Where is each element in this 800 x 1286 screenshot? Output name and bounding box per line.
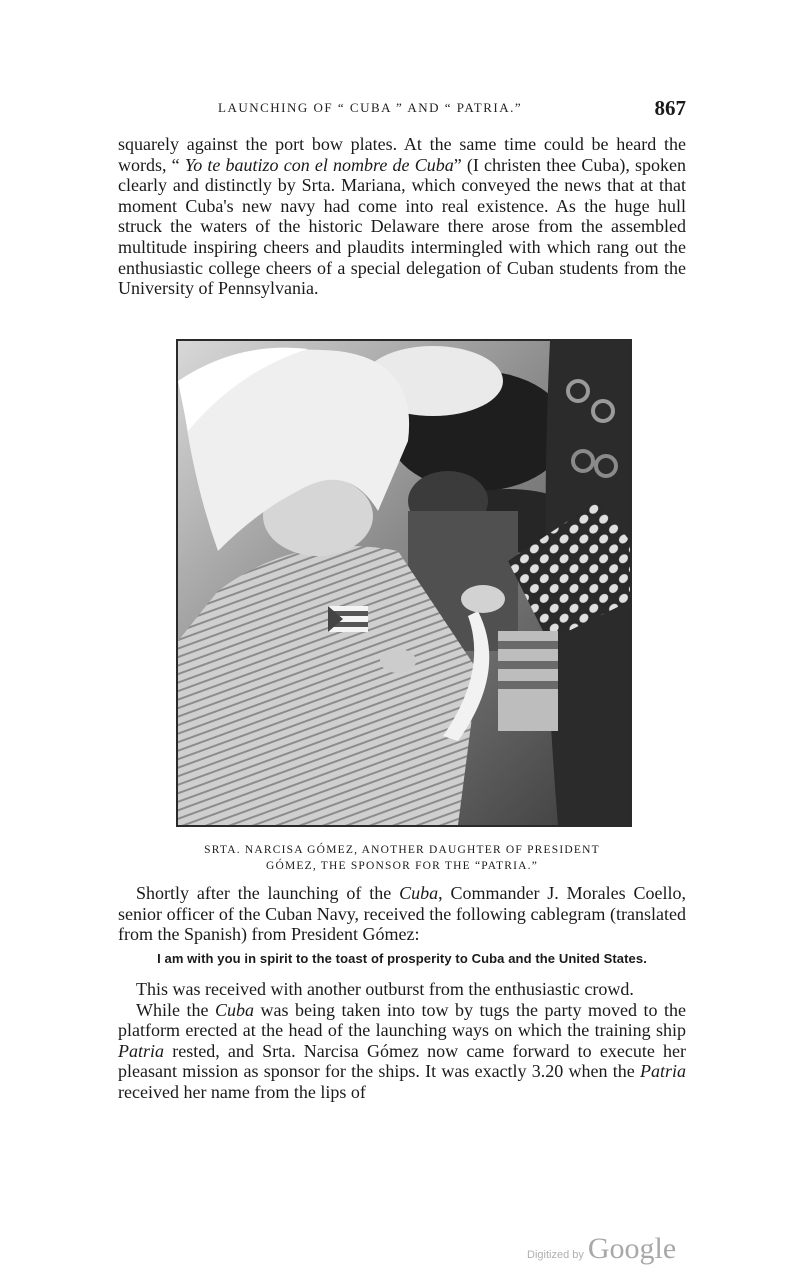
paragraph-1-text-a: squarely against the port bow plates. At the same time could be heard the words, “ [118, 134, 686, 175]
google-logo: Google [587, 1232, 677, 1265]
paragraph-1-italic: Yo te bautizo con el nombre de Cuba [184, 154, 454, 175]
paragraph-3: This was received with another outburst from the enthusiastic crowd. [136, 979, 634, 999]
cablegram-quote: I am with you in spirit to the toast of prosperity to Cuba and the United States. [157, 951, 647, 966]
paragraph-1 [118, 134, 686, 299]
photograph-icon [178, 341, 630, 825]
caption-line-2: GÓMEZ, THE SPONSOR FOR THE “PATRIA.” [265, 860, 539, 872]
caption-line-1: SRTA. NARCISA GÓMEZ, ANOTHER DAUGHTER OF PRESIDENT [204, 844, 600, 856]
paragraph-4-italic-1: Cuba [214, 999, 254, 1020]
paragraph-1-text-b: ” (I christen thee Cuba), spoken clearly and distinctly by Srta. Mariana, which conveyed the news that at that moment Cuba's new navy had come into real existence. As the huge hull struck the waters of the historic Delaware there arose from the assembled multitude inspiring cheers and plaudits intermingled with which rang out the enthusiastic college cheers of a special delegation of Cuban students from the University of Pennsylvania. [118, 154, 687, 299]
paragraph-2-text-a: Shortly after the launching of the [136, 883, 400, 903]
photo-caption [118, 842, 686, 874]
running-head: LAUNCHING OF “ CUBA ” AND “ PATRIA.” [218, 100, 523, 115]
watermark-prefix: Digitized by [527, 1249, 584, 1261]
paragraph-4-italic-2: Patria [118, 1040, 165, 1061]
paragraph-4-text-c: rested, and Srta. Narcisa Gómez now came forward to execute her pleasant mission as sponsor for the ships. It was exactly 3.20 when the [118, 1040, 686, 1082]
paragraph-4-text-b: was being taken into tow by tugs the party moved to the platform erected at the head of the launching ways on which the training ship [118, 999, 686, 1041]
paragraphs-3-4 [118, 979, 686, 1103]
digitized-watermark [527, 1232, 676, 1268]
paragraph-4-italic-3: Patria [639, 1061, 686, 1082]
page-header [118, 96, 686, 122]
paragraph-4-text-d: received her name from the lips of [118, 1081, 366, 1102]
paragraph-4-text-a: While the [136, 999, 215, 1020]
paragraph-4 [118, 1000, 686, 1103]
paragraph-2-italic: Cuba [399, 883, 439, 903]
page-number: 867 [654, 96, 686, 120]
photograph [176, 339, 632, 827]
paragraph-2 [118, 883, 686, 945]
paragraph-2-text-b: , Commander J. Morales Coello, senior officer of the Cuban Navy, received the following cablegram (translated from the Spanish) from President Gómez: [118, 883, 686, 945]
